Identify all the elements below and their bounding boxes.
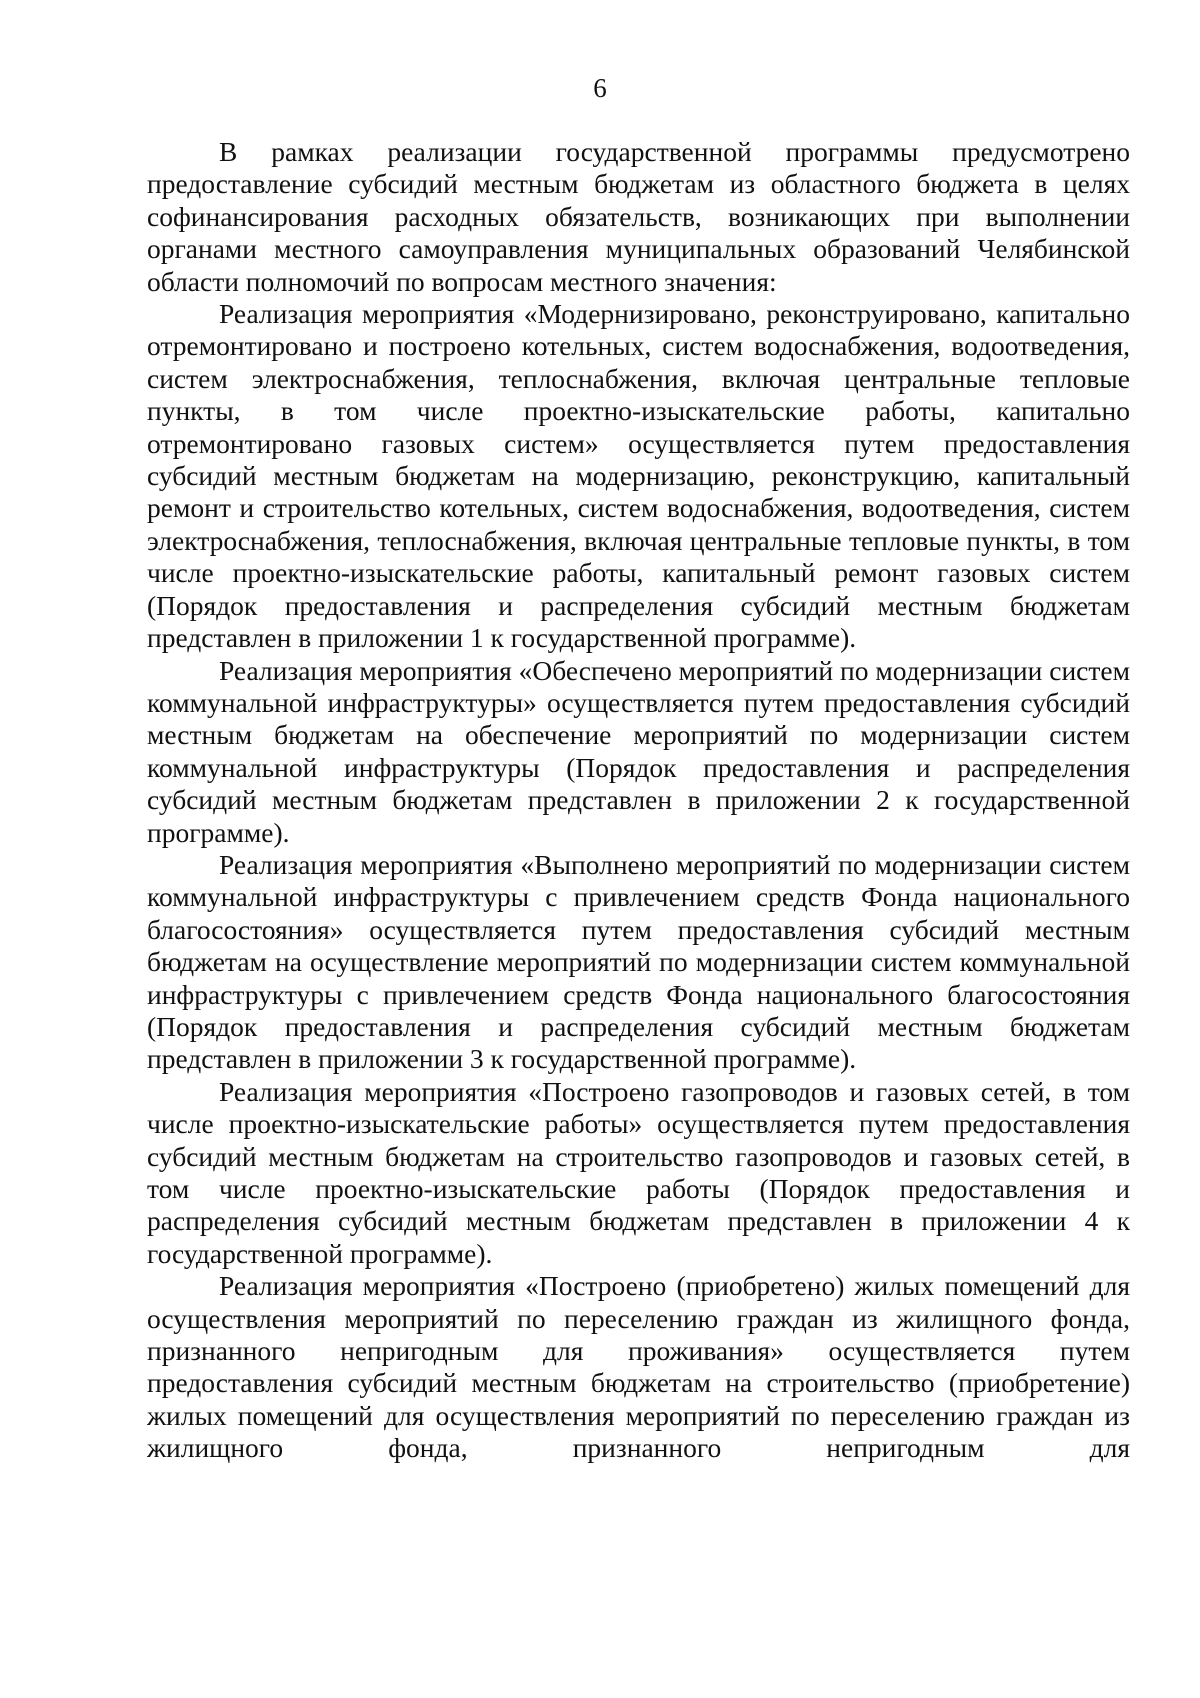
page-number: 6 <box>593 73 607 103</box>
paragraph-communal-infrastructure: Реализация мероприятия «Обеспечено мероприятий по модернизации систем коммунальной инфраструктуры» осуществляется путем предоставления субсидий местным бюджетам на обеспечение мероприятий по модернизации систем коммунальной инфраструктуры (Порядок предоставления и распределения субсидий местным бюджетам представлен в приложении 2 к государственной программе). <box>147 654 1130 848</box>
paragraph-gas-pipelines: Реализация мероприятия «Построено газопроводов и газовых сетей, в том числе проектно-изыскательские работы» осуществляется путем предоставления субсидий местным бюджетам на строительство газопроводов и газовых сетей, в том числе проектно-изыскательские работы (Порядок предоставления и распределения субсидий местным бюджетам представлен в приложении 4 к государственной программе). <box>147 1075 1130 1269</box>
paragraph-national-welfare-fund: Реализация мероприятия «Выполнено мероприятий по модернизации систем коммунальной инфраструктуры с привлечением средств Фонда национального благосостояния» осуществляется путем предоставления субсидий местным бюджетам на осуществление мероприятий по модернизации систем коммунальной инфраструктуры с привлечением средств Фонда национального благосостояния (Порядок предоставления и распределения субсидий местным бюджетам представлен в приложении 3 к государственной программе). <box>147 848 1130 1075</box>
paragraph-intro: В рамках реализации государственной программы предусмотрено предоставление субсидий местным бюджетам из областного бюджета в целях софинансирования расходных обязательств, возникающих при выполнении органами местного самоуправления муниципальных образований Челябинской области полномочий по вопросам местного значения: <box>147 136 1130 297</box>
paragraph-boiler-modernization: Реализация мероприятия «Модернизировано, реконструировано, капитально отремонтировано и построено котельных, систем водоснабжения, водоотведения, систем электроснабжения, теплоснабжения, включая центральные тепловые пункты, в том числе проектно-изыскательские работы, капитально отремонтировано газовых систем» осуществляется путем предоставления субсидий местным бюджетам на модернизацию, реконструкцию, капитальный ремонт и строительство котельных, систем водоснабжения, водоотведения, систем электроснабжения, теплоснабжения, включая центральные тепловые пункты, в том числе проектно-изыскательские работы, капитальный ремонт газовых систем (Порядок предоставления и распределения субсидий местным бюджетам представлен в приложении 1 к государственной программе). <box>147 298 1130 654</box>
paragraph-resettlement: Реализация мероприятия «Построено (приобретено) жилых помещений для осуществления мероприятий по переселению граждан из жилищного фонда, признанного непригодным для проживания» осуществляется путем предоставления субсидий местным бюджетам на строительство (приобретение) жилых помещений для осуществления мероприятий по переселению граждан из жилищного фонда, признанного непригодным для <box>147 1270 1130 1464</box>
document-body <box>147 136 1130 1465</box>
